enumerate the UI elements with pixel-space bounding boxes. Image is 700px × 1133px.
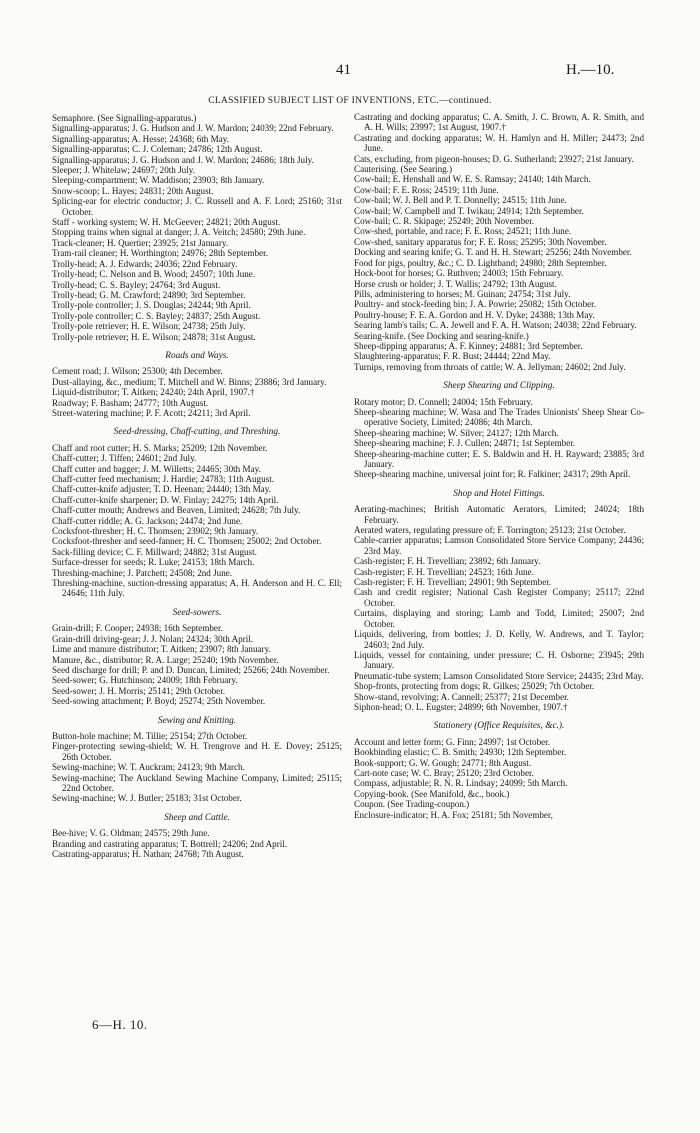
list-entry: Hock-boot for horses; G. Ruthven; 24003; 15th February.	[354, 268, 564, 279]
list-entry: Sheep-shearing machine; W. Wasa and The Trades Unionists' Sheep Shear Co-operative Society, Limited; 24086; 4th March.	[354, 406, 644, 428]
list-entry: Sleeping-compartment; W. Maddison; 23903; 8th January.	[52, 175, 265, 186]
list-entry: Staff - working system; W. H. McGeever; 24821; 20th August.	[52, 217, 281, 228]
list-entry: Branding and castrating apparatus; T. Bottrell; 24206; 2nd April.	[52, 838, 288, 849]
list-entry: Chaff-cutter; J. Tiffen; 24601; 2nd July.	[52, 453, 197, 464]
list-entry: Poultry-house; F. E. A. Gordon and H. V. Dyke; 24388; 13th May.	[354, 309, 595, 320]
list-entry: Signalling-apparatus; J. G. Hudson and J. W. Mardon; 24686; 18th July.	[52, 154, 314, 165]
list-entry: Trolly-head; C. Nelson and B. Wood; 24507; 10th June.	[52, 269, 256, 280]
left-column	[52, 113, 342, 859]
list-entry: Turnips, removing from throats of cattle; W. A. Jellyman; 24602; 2nd July.	[354, 361, 626, 372]
list-entry: Chaff and root cutter; H. S. Marks; 25209; 12th November.	[52, 442, 268, 453]
list-entry: Trolly-head; A. J. Edwards; 24036; 22nd February.	[52, 258, 238, 269]
list-entry: Semaphore. (See Signalling-apparatus.)	[52, 113, 197, 123]
list-entry: Signalling-apparatus; J. G. Hudson and J. W. Mardon; 24039; 22nd February.	[52, 123, 334, 134]
list-entry: Cow-bail; E. Henshall and W. E. S. Ramsay; 24140; 14th March.	[354, 174, 591, 185]
list-entry: Grain-drill; F. Cooper; 24938; 16th September.	[52, 623, 223, 634]
section-heading: Roads and Ways.	[165, 350, 229, 361]
list-entry: Surface-dresser for seeds; R. Luke; 24153; 18th March.	[52, 557, 255, 568]
list-entry: Trolly-pole controller; J. S. Douglas; 24244; 9th April.	[52, 300, 251, 311]
list-entry: Trolly-pole retriever; H. E. Wilson; 24878; 31st August.	[52, 331, 256, 342]
list-entry: Cow-bail; W. J. Bell and P. T. Donnelly; 24515; 11th June.	[354, 195, 567, 206]
list-entry: Trolly-head; C. S. Bayley; 24764; 3rd August.	[52, 279, 221, 290]
list-entry: Sewing-machine; W. T. Auckram; 24123; 9th March.	[52, 762, 245, 773]
list-entry: Sheep-shearing machine, universal joint for; R. Falkiner; 24317; 29th April.	[354, 469, 631, 480]
list-entry: Curtains, displaying and storing; Lamb and Todd, Limited; 25007; 2nd October.	[354, 608, 644, 629]
list-entry: Tram-rail cleaner; H. Worthington; 24976; 28th September.	[52, 248, 268, 259]
list-entry: Rotary motor; D. Connell; 24004; 15th February.	[354, 396, 533, 407]
list-entry: Sheep-shearing-machine cutter; E. S. Baldwin and H. H. Rayward; 23885; 3rd January.	[354, 448, 644, 469]
list-entry: Show-stand, revolving; A. Cannell; 25377; 21st December.	[354, 691, 569, 702]
list-entry: Cow-shed, sanitary apparatus for; F. E. Ross; 25295; 30th November.	[354, 236, 607, 247]
list-entry: Slaughtering-apparatus; F. R. Bust; 24444; 22nd May.	[354, 351, 551, 362]
list-entry: Cow-bail; W. Campbell and T. Iwikau; 24914; 12th September.	[354, 205, 584, 216]
list-entry: Book-support; G. W. Gough; 24771; 8th August.	[354, 757, 532, 768]
list-entry: Shop-fronts, protecting from dogs; R. Gilkes; 25029; 7th October.	[354, 681, 595, 692]
list-entry: Cocksfoot-thresher and seed-fanner; H. C. Thomsen; 25002; 2nd October.	[52, 536, 322, 547]
list-entry: Button-hole machine; M. Tillie; 25154; 27th October.	[52, 730, 247, 741]
list-entry: Trolly-pole retriever; H. E. Wilson; 24738; 25th July.	[52, 321, 246, 332]
page-header	[0, 62, 700, 82]
list-entry: Sheep-dipping apparatus; A. F. Kinney; 24881; 3rd September.	[354, 340, 583, 351]
list-entry: Trolly-head; G. M. Crawford; 24890; 3rd September.	[52, 289, 246, 300]
list-entry: Searing lamb's tails; C. A. Jewell and F. A. H. Watson; 24038; 22nd February.	[354, 320, 637, 331]
list-entry: Snow-scoop; L. Hayes; 24831; 20th August.	[52, 185, 214, 196]
list-entry: Grain-drill driving-gear; J. J. Nolan; 24324; 30th April.	[52, 633, 254, 644]
list-entry: Liquids, vessel for containing, under pressure; C. H. Osborne; 23945; 29th January.	[354, 649, 644, 671]
list-entry: Cats, excluding, from pigeon-houses; D. G. Sutherland; 23927; 21st January.	[354, 153, 634, 164]
list-entry: Track-cleaner; H. Quertier; 23925; 21st January.	[52, 237, 229, 248]
section-heading: Sewing and Knitting.	[157, 715, 237, 726]
page-title: CLASSIFIED SUBJECT LIST OF INVENTIONS, ETC.—continued.	[208, 96, 492, 106]
list-entry: Food for pigs, poultry, &c.; C. D. Lightband; 24980; 28th September.	[354, 257, 607, 268]
list-entry: Lime and manure distributor; T. Aitken; 23907; 8th January.	[52, 644, 271, 655]
list-entry: Bookbinding elastic; C. B. Smith; 24930; 12th September.	[354, 747, 567, 758]
list-entry: Cable-carrier apparatus; Lamson Consolidated Store Service Company; 24436; 23rd May.	[354, 535, 644, 556]
list-entry: Cement road; J. Wilson; 25300; 4th December.	[52, 366, 223, 377]
list-entry: Docking and searing knife; G. T. and H. H. Stewart; 25256; 24th November.	[354, 247, 632, 258]
list-entry: Liquid-distributor; T. Aitken; 24240; 24th April, 1907.†	[52, 387, 255, 398]
section-heading: Shop and Hotel Fittings.	[453, 488, 545, 499]
list-entry: Street-watering machine; P. F. Acott; 24211; 3rd April.	[52, 407, 251, 418]
list-entry: Pneumatic-tube system; Lamson Consolidated Store Service; 24435; 23rd May.	[354, 670, 644, 681]
list-entry: Aerated waters, regulating pressure of; F. Torrington; 25123; 21st October.	[354, 525, 626, 536]
list-entry: Cart-note case; W. C. Bray; 25120; 23rd October.	[354, 767, 534, 778]
list-entry: Castrating and docking apparatus; C. A. Smith, J. C. Brown, A. R. Smith, and A. H. Wills; 23997; 1st August, 1907.†	[354, 112, 644, 133]
list-entry: Sleeper; J. Whitelaw; 24697; 20th July.	[52, 165, 195, 176]
list-entry: Chaff cutter and bagger; J. M. Willetts; 24465; 30th May.	[52, 463, 261, 474]
list-entry: Coupon. (See Trading-coupon.)	[354, 799, 470, 810]
list-entry: Copying-book. (See Manifold, &c., book.)	[354, 788, 510, 799]
section-heading: Sheep Shearing and Clipping.	[443, 381, 555, 392]
list-entry: Cauterising. (See Searing.)	[354, 164, 452, 175]
list-entry: Dust-allaying, &c., medium; T. Mitchell and W. Binns; 23886; 3rd January.	[52, 376, 327, 387]
list-entry: Seed-sowing attachment; P. Boyd; 25274; 25th November.	[52, 696, 266, 707]
list-entry: Manure, &c., distributor; R. A. Large; 25240; 19th November.	[52, 654, 279, 665]
list-entry: Signalling-apparatus; C. J. Coleman; 24786; 12th August.	[52, 144, 263, 155]
list-entry: Cow-bail; C. R. Skipage; 25249; 20th November.	[354, 216, 535, 227]
list-entry: Chaff-cutter-knife sharpener; D. W. Finlay; 24275; 14th April.	[52, 494, 279, 505]
list-entry: Sack-filling device; C. F. Millward; 24882; 31st August.	[52, 546, 257, 557]
list-entry: Sheep-shearing machine; W. Silver; 24127; 12th March.	[354, 427, 559, 438]
list-entry: Chaff-cutter riddle; A. G. Jackson; 24474; 2nd June.	[52, 515, 243, 526]
right-column	[354, 112, 644, 820]
footer-signature: 6—H. 10.	[92, 1017, 148, 1032]
list-entry: Stopping trains when signal at danger; J. A. Veitch; 24580; 29th June.	[52, 227, 306, 238]
list-entry: Seed discharge for drill; P. and D. Duncan, Limited; 25266; 24th November.	[52, 664, 330, 675]
section-heading: Seed-dressing, Chaff-cutting, and Threshing.	[113, 427, 281, 438]
list-entry: Finger-protecting sewing-shield; W. H. Trengrove and H. E. Dovey; 25125; 26th October.	[52, 741, 342, 762]
list-entry: Cash-register; F. H. Trevellian; 24523; 16th June.	[354, 566, 534, 577]
list-entry: Chaff-cutter feed mechanism; J. Hardie; 24783; 11th August.	[52, 474, 274, 484]
list-entry: Cash-register; F. H. Trevellian; 23892; 6th January.	[354, 556, 541, 567]
document-code: H.—10.	[566, 62, 615, 78]
list-entry: Seed-sower; G. Hutchinson; 24009; 18th February.	[52, 675, 238, 686]
list-entry: Chaff-cutter mouth; Andrews and Beaven, Limited; 24628; 7th July.	[52, 505, 301, 516]
list-entry: Siphon-head; O. L. Eugster; 24899; 6th November, 1907.†	[354, 701, 568, 712]
list-entry: Roadway; F. Basham; 24777; 10th August.	[52, 397, 209, 408]
list-entry: Seed-sower; J. H. Morris; 25141; 29th October.	[52, 685, 226, 696]
list-entry: Poultry- and stock-feeding bin; J. A. Powrie; 25082; 15th October.	[354, 299, 596, 310]
list-entry: Cow-shed, portable, and race; F. E. Ross; 24521; 11th June.	[354, 226, 572, 237]
list-entry: Pills, administering to horses; M. Guinan; 24754; 31st July.	[354, 288, 571, 299]
list-entry: Liquids, delivering, from bottles; J. D. Kelly, W. Andrews, and T. Taylor; 24603; 2nd July.	[354, 629, 644, 650]
list-entry: Horse crush or holder; J. T. Wallis; 24792; 13th August.	[354, 278, 557, 289]
list-entry: Chaff-cutter-knife adjuster; T. D. Heenan; 24440; 13th May.	[52, 484, 271, 495]
list-entry: Bee-hive; V. G. Oldman; 24575; 29th June.	[52, 828, 210, 839]
section-heading: Sheep and Cattle.	[164, 812, 230, 823]
list-entry: Searing-knife. (See Docking and searing-knife.)	[354, 330, 529, 341]
list-entry: Castrating-apparatus; H. Nathan; 24768; 7th August.	[52, 849, 244, 859]
section-heading: Seed-sowers.	[172, 607, 222, 618]
list-entry: Splicing-ear for electric conductor; J. C. Russell and A. F. Lord; 25160; 31st October.	[52, 196, 342, 217]
list-entry: Cow-bail; F. E. Ross; 24519; 11th June.	[354, 184, 499, 195]
list-entry: Castrating and docking apparatus; W. H. Hamlyn and H. Miller; 24473; 2nd June.	[354, 132, 644, 154]
list-entry: Aerating-machines; British Automatic Aerators, Limited; 24024; 18th February.	[354, 504, 644, 525]
list-entry: Sheep-shearing machine; F. J. Cullen; 24871; 1st September.	[354, 438, 576, 449]
list-entry: Sewing-machine; W. J. Butler; 25183; 31st October.	[52, 793, 242, 804]
list-entry: Cocksfoot-thresher; H. C. Thomsen; 23902; 9th January.	[52, 526, 259, 537]
list-entry: Cash-register; F. H. Trevellian; 24901; 9th September.	[354, 577, 552, 588]
list-entry: Enclosure-indicator; H. A. Fox; 25181; 5th November,	[354, 809, 553, 820]
list-entry: Compass, adjustable; R. N. R. Lindsay; 24099; 5th March.	[354, 778, 568, 789]
list-entry: Sewing-machine; The Auckland Sewing Machine Company, Limited; 25115; 22nd October.	[52, 772, 342, 793]
section-heading: Stationery (Office Requisites, &c.).	[433, 721, 565, 732]
list-entry: Cash and credit register; National Cash Register Company; 25117; 22nd October.	[354, 587, 644, 608]
list-entry: Threshing-machine; J. Patchett; 24508; 2nd June.	[52, 567, 233, 578]
page-number: 41	[336, 62, 351, 78]
list-entry: Account and letter form; G. Finn; 24997; 1st October.	[354, 736, 550, 747]
list-entry: Signalling-apparatus; A. Hesse; 24368; 6th May.	[52, 133, 229, 144]
list-entry: Threshing-machine, suction-dressing apparatus; A. H. Anderson and H. C. Ell; 24646; 11th July.	[52, 578, 342, 599]
list-entry: Trolly-pole controller; C. S. Bayley; 24837; 25th August.	[52, 310, 261, 321]
